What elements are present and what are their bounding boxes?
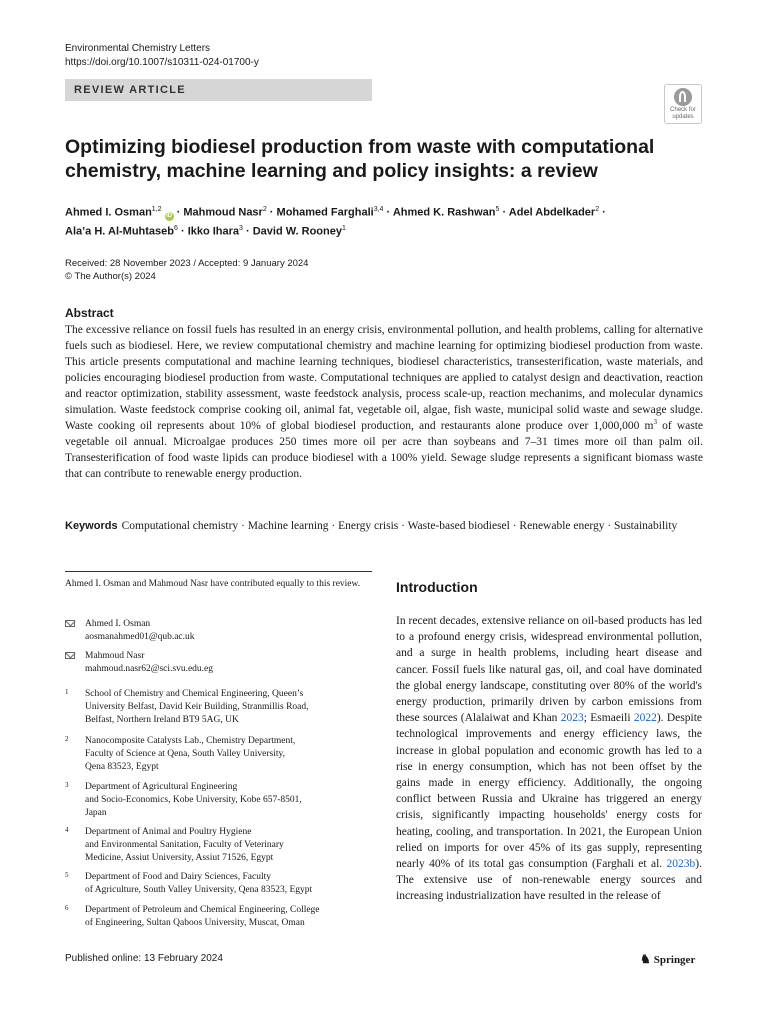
affiliation-number: 5 [65,871,69,879]
envelope-icon [65,652,75,659]
citation-link[interactable]: 2023b [666,858,696,871]
intro-text-part: ). The extensive use of non-renewable energy sources and increasing industrialization have resulted in the release of [396,858,702,903]
published-online: Published online: 13 February 2024 [65,953,223,964]
affiliation-line: School of Chemistry and Chemical Engineering, Queen’s [85,689,304,699]
author-name[interactable]: Mohamed Farghali [276,206,374,219]
affiliation-line: of Engineering, Sultan Qaboos University, Muscat, Oman [85,918,305,928]
publisher-name: Springer [653,954,696,966]
check-for-label: Check for [670,107,696,113]
author-name[interactable]: Ikko Ihara [187,225,240,238]
affiliation-line: Qena 83523, Egypt [85,762,159,772]
publication-dates [65,257,308,283]
introduction-heading: Introduction [396,579,478,595]
updates-label: updates [672,114,694,120]
footnote-divider [65,571,372,572]
affiliation [65,781,365,820]
author-name[interactable]: Ahmed K. Rashwan [392,206,496,219]
citation-link[interactable]: 2023 [560,712,584,725]
affiliation-number: 2 [65,735,69,743]
corresponding-email[interactable]: mahmoud.nasr62@sci.svu.edu.eg [85,664,214,674]
corresponding-name: Mahmoud Nasr [85,651,145,661]
article-type-banner: REVIEW ARTICLE [65,79,372,101]
journal-header [65,42,259,70]
affiliation-line: of Agriculture, South Valley University, Qena 83523, Egypt [85,885,313,895]
affiliation [65,904,365,930]
affiliation-line: Japan [85,808,107,818]
affiliation-number: 3 [65,781,69,789]
received-accepted: Received: 28 November 2023 / Accepted: 9 January 2024 [65,258,309,269]
author-affiliation-sup: 1 [341,224,346,232]
author-affiliation-sup: 3 [239,224,243,232]
abstract-part-1: The excessive reliance on fossil fuels has resulted in an energy crisis, environmental pollution, and health problems, calling for alternative fuels such as biodiesel. Here, we review computational chemistry and machine learning for optimizing biodiesel production from waste. This article presents computational and machine learning techniques, biodiesel characteristics, transesterification, waste materials, and policies encouraging biodiesel production from waste. Computational techniques are applied to catalyst design and deactivation, reaction and reactor optimization, stability assessment, waste feedstock analysis, process scale-up, reaction mechanims, and molecular dynamics simulation. Waste feedstock comprise cooking oil, animal fat, vegetable oil, algae, fish waste, municipal solid waste and sewage sludge. Waste cooking oil represents about 10% of global biodiesel production, and restaurants alone produce over 1,000,000 m [65,324,703,432]
abstract-superscript: 3 [653,418,657,427]
author-name[interactable]: David W. Rooney [252,225,342,238]
affiliation-number: 6 [65,904,69,912]
affiliation-number: 4 [65,826,69,834]
affiliation [65,688,365,727]
author-affiliation-sup: 3,4 [373,206,384,213]
corresponding-name: Ahmed I. Osman [85,619,151,629]
author-affiliation-sup: 5 [495,206,500,213]
contribution-note: Ahmed I. Osman and Mahmoud Nasr have contributed equally to this review. [65,579,361,589]
affiliation-line: University Belfast, David Keir Building, Stranmillis Road, [85,702,309,712]
author-line-2: Ala’a H. Al‑Muhtaseb$^6$ · Ikko Ihara$^3$ · David W. Rooney$^1$ [65,224,346,238]
affiliation-number: 1 [65,688,69,696]
author-affiliation-sup: 6 [174,224,178,232]
affiliation-line: Department of Animal and Poultry Hygiene [85,827,252,837]
doi-link[interactable]: https://doi.org/10.1007/s10311-024-01700-y [65,57,259,68]
citation-link[interactable]: 2022 [633,712,657,725]
abstract-heading: Abstract [65,306,114,320]
affiliation [65,735,365,774]
intro-text-part: In recent decades, extensive reliance on oil-based products has led to a profound energy crisis, widespread environmental pollution, and a surge in health problems, including heart disease and cancer. Fossil fuels like natural gas, oil, and coal have dominated the global energy landscape, constituting over 80% of the world's energy production, primarily driven by carbon emissions from these sources (Alalaiwat and Khan [396,615,702,725]
author-affiliation-sup: 2 [262,206,267,213]
author-name[interactable]: Mahmoud Nasr [183,206,263,219]
abstract-text [65,322,703,482]
abstract-part-2: of waste vegetable oil annual. Microalgae produces 250 times more oil per acre than soybeans and 7–31 times more oil than palm oil. Transesterification of food waste lipids can produce biodiesel with a 100% yield. Sewage sludge represents a significant biomass waste that can contribute to renewable energy production. [65,420,704,480]
affiliation-line: and Socio-Economics, Kobe University, Kobe 657-8501, [85,795,302,805]
affiliation-line: Faculty of Science at Qena, South Valley University, [85,749,285,759]
keywords-list: Computational chemistry · Machine learning · Energy crisis · Waste-based biodiesel · Renewable energy · Sustainability [121,520,678,532]
author-name[interactable]: Ala’a H. Al‑Muhtaseb [65,225,174,238]
affiliation-line: Belfast, Northern Ireland BT9 5AG, UK [85,715,239,725]
orcid-icon[interactable]: iD [166,212,173,219]
author-affiliation-sup: 1,2 [151,206,162,213]
article-title: Optimizing biodiesel production from waste with computational chemistry, machine learning and policy insights: a review [65,136,655,182]
publisher-logo [640,952,695,967]
author-name[interactable]: Adel Abdelkader [508,206,596,219]
affiliation-line: Medicine, Assiut University, Assiut 71526, Egypt [85,853,274,863]
corresponding-email[interactable]: aosmanahmed01@qub.ac.uk [85,632,195,642]
journal-name: Environmental Chemistry Letters [65,43,211,54]
affiliation-line: Department of Food and Dairy Sciences, Faculty [85,872,271,882]
author-affiliation-sup: 2 [595,206,600,213]
author-list [65,202,685,239]
author-line-1: Ahmed I. Osman$^{1,2}$ iD · Mahmoud Nasr$^2$ · Mohamed Farghali$^{3,4}$ · Ahmed K. Rashwan$^5$ · Adel Abdelkader$^2$ · [65,206,606,219]
affiliation-line: and Environmental Sanitation, Faculty of Veterinary [85,840,284,850]
affiliation-line: Nanocomposite Catalysts Lab., Chemistry Department, [85,736,296,746]
affiliation [65,871,365,897]
keywords-heading: Keywords [65,520,118,532]
author-name[interactable]: Ahmed I. Osman [65,206,152,219]
springer-horse-icon: ♞ [640,952,651,966]
corresponding-author [65,650,365,676]
intro-text-part: ; Esmaeili [583,712,634,725]
keywords [65,518,703,534]
affiliation-line: Department of Petroleum and Chemical Engineering, College [85,905,320,915]
check-for-updates-badge[interactable] [664,84,702,124]
copyright: © The Author(s) 2024 [65,271,156,282]
introduction-text [396,613,702,905]
corresponding-author [65,618,365,644]
envelope-icon [65,620,75,627]
affiliation [65,826,365,865]
affiliation-line: Department of Agricultural Engineering [85,782,238,792]
intro-text-part: ). Despite technological improvements and energy efficiency laws, the increase in global population and economic growth has led to a rise in energy consumption, which has not been offset by the gains made in energy efficiency. Additionally, the ongoing conflict between Russia and Ukraine has triggered an energy crisis, significantly impacting households' energy costs for heating, cooling, and transportation. In 2021, the European Union relied on imports for over 45% of its gas supply, representing nearly 40% of its total gas consumption (Farghali et al. [396,712,702,871]
crossmark-icon [674,88,692,106]
